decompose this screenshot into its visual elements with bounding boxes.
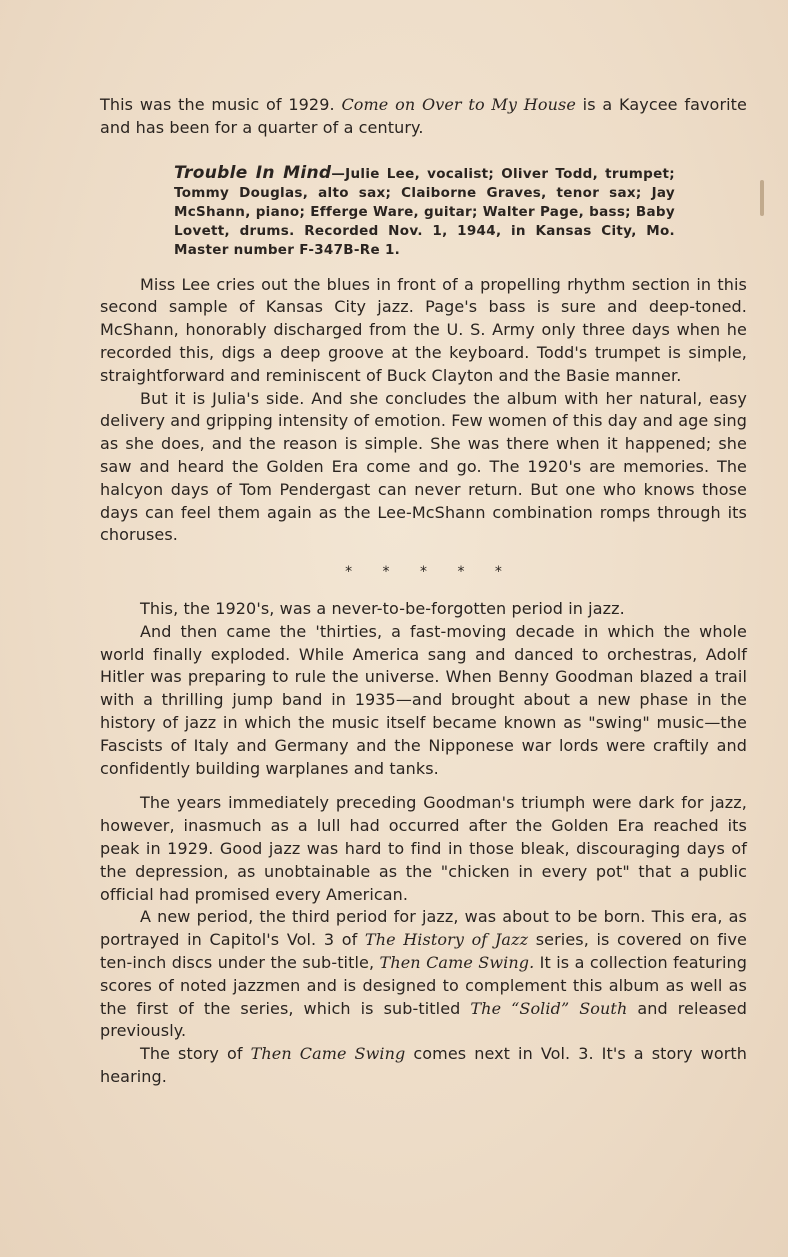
- subtitle-solid-south: The “Solid” South: [470, 998, 628, 1018]
- intro-paragraph: [100, 94, 747, 140]
- paragraph-1920s: This, the 1920's, was a never-to-be-forgotten period in jazz.: [140, 598, 625, 618]
- paragraph-new-period: [100, 906, 747, 1043]
- paragraph-julias-side: But it is Julia's side. And she concludes the album with her natural, easy delivery and gripping intensity of emotion. Few women of this day and age sing as she does, and the reason is simple. She was there when it happened; she saw and heard the Golden Era come and go. The 1920's are memories. The halcyon days of Tom Pendergast can never return. But one who knows those days can feel them again as the Lee-McShann combination romps through its choruses.: [100, 388, 747, 545]
- paragraph-miss-lee: Miss Lee cries out the blues in front of a propelling rhythm section in this second sample of Kansas City jazz. Page's bass is sure and deep-toned. McShann, honorably discharged from the U. S. Army only three days when he recorded this, digs a deep groove at the keyboard. Todd's trumpet is simple, straightforward and reminiscent of Buck Clayton and the Basie manner.: [100, 274, 747, 385]
- series-title-history-of-jazz: The History of Jazz: [364, 930, 529, 950]
- new-period-text-a: A new period, the third period for jazz, was about to be born. This era, as portrayed in Capitol's Vol. 3 of: [100, 907, 747, 950]
- intro-text-end: is a Kaycee favorite and has been for a quarter of a century.: [100, 95, 747, 137]
- credit-personnel: —Julie Lee, vocalist; Oliver Todd, trumpet; Tommy Douglas, alto sax; Claiborne Graves, tenor sax; Jay McShann, piano; Efferge Ware, guitar; Walter Page, bass; Baby Lovett, drums. Recorded Nov. 1, 1944, in Kansas City, Mo. Master number F-347B-Re 1.: [174, 165, 675, 258]
- new-period-text-c: It is a collection featuring scores of noted jazzmen and is designed to complement this album as well as the first of the series, which is sub-titled: [100, 952, 747, 1018]
- page-body: [100, 94, 747, 1089]
- story-title-then-came-swing: Then Came Swing: [250, 1044, 406, 1064]
- intro-text-start: This was the music of 1929.: [100, 95, 342, 114]
- section-separator: * * * * *: [345, 564, 502, 581]
- paragraph-story: [100, 1043, 747, 1089]
- record-credit: [174, 164, 675, 260]
- song-title-come-on-over: Come on Over to My House: [341, 95, 576, 114]
- paragraph-goodman-years: The years immediately preceding Goodman's triumph were dark for jazz, however, inasmuch as a lull had occurred after the Golden Era reached its peak in 1929. Good jazz was hard to find in those bleak, discouraging days of the depression, as unobtainable as the "chicken in every pot" that a public official had promised every American.: [100, 793, 747, 904]
- credit-song-title: Trouble In Mind: [174, 162, 332, 183]
- subtitle-then-came-swing: Then Came Swing.: [379, 952, 535, 972]
- new-period-text-d: and released previously.: [100, 998, 747, 1041]
- story-text-b: comes next in Vol. 3. It's a story worth hearing.: [100, 1044, 747, 1086]
- story-text-a: The story of: [140, 1044, 251, 1064]
- page-edge-mark: [760, 180, 764, 216]
- paragraph-thirties: And then came the 'thirties, a fast-moving decade in which the whole world finally exploded. While America sang and danced to orchestras, Adolf Hitler was preparing to rule the universe. When Benny Goodman blazed a trail with a thrilling jump band in 1935—and brought about a new phase in the history of jazz in which the music itself became known as "swing" music—the Fascists of Italy and Germany and the Nipponese war lords were craftily and confidently building warplanes and tanks.: [100, 621, 747, 778]
- new-period-text-b: series, is covered on five ten-inch discs under the sub-title,: [100, 930, 747, 972]
